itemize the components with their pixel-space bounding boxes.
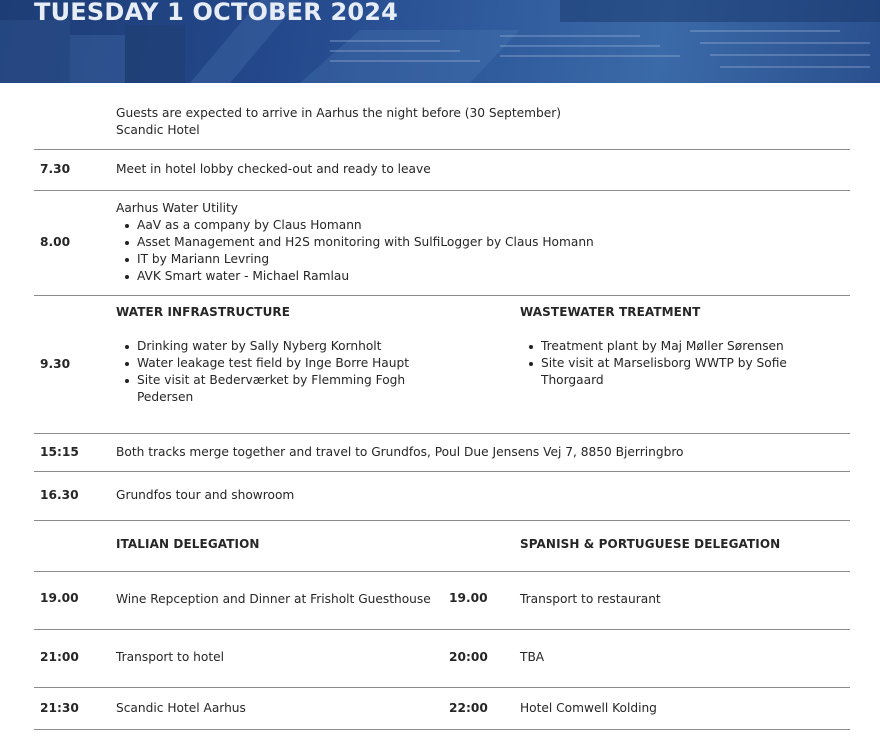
arrival-hotel: Scandic Hotel — [116, 123, 200, 137]
schedule-row-0730 — [34, 150, 850, 191]
row-time: 22:00 — [449, 701, 488, 715]
row-text: Transport to restaurant — [520, 592, 661, 606]
list-item: Site visit at Marselisborg WWTP by Sofie — [520, 355, 787, 372]
row-text: TBA — [520, 650, 545, 664]
schedule-row-0930 — [34, 296, 850, 434]
schedule-row-arrival — [34, 83, 850, 150]
row-time: 19.00 — [40, 591, 79, 605]
schedule-row-1515 — [34, 434, 850, 472]
list-item: Drinking water by Sally Nyberg Kornholt — [116, 338, 409, 355]
row-time: 9.30 — [40, 357, 71, 371]
row-time: 21:00 — [40, 650, 79, 664]
track-heading-wastewater-treatment: WASTEWATER TREATMENT — [520, 305, 701, 319]
header-banner — [0, 0, 880, 83]
evening-row — [34, 572, 850, 630]
evening-row — [34, 630, 850, 688]
row-time: 19.00 — [449, 591, 488, 605]
delegation-heading-italian: ITALIAN DELEGATION — [116, 537, 260, 551]
schedule-row-0800 — [34, 191, 850, 296]
bullet-list — [520, 338, 787, 389]
delegation-heading-spanish-portuguese: SPANISH & PORTUGUESE DELEGATION — [520, 537, 781, 551]
list-item: Treatment plant by Maj Møller Sørensen — [520, 338, 787, 355]
row-text: Hotel Comwell Kolding — [520, 701, 657, 715]
row-time: 16.30 — [40, 488, 79, 502]
row-text: Scandic Hotel Aarhus — [116, 701, 246, 715]
list-item: IT by Mariann Levring — [116, 251, 594, 268]
row-time: 15:15 — [40, 445, 79, 459]
row-text: Both tracks merge together and travel to Grundfos, Poul Due Jensens Vej 7, 8850 Bjerringbro — [116, 445, 684, 459]
arrival-note: Guests are expected to arrive in Aarhus the night before (30 September) — [116, 106, 561, 120]
row-text: Wine Repception and Dinner at Frisholt Guesthouse — [116, 592, 431, 606]
bullet-list — [116, 338, 409, 406]
row-text: Meet in hotel lobby checked-out and ready to leave — [116, 162, 431, 176]
page-title: TUESDAY 1 OCTOBER 2024 — [34, 0, 399, 26]
list-item: Site visit at Bederværket by Flemming Fogh — [116, 372, 409, 389]
row-time: 21:30 — [40, 701, 79, 715]
row-time: 8.00 — [40, 235, 71, 249]
bullet-list — [116, 217, 594, 285]
row-text: Grundfos tour and showroom — [116, 488, 295, 502]
track-heading-water-infrastructure: WATER INFRASTRUCTURE — [116, 305, 291, 319]
list-item: AVK Smart water - Michael Ramlau — [116, 268, 594, 285]
delegation-headings-row — [34, 521, 850, 572]
evening-row — [34, 688, 850, 730]
row-text: Transport to hotel — [116, 650, 225, 664]
list-item: Water leakage test field by Inge Borre Haupt — [116, 355, 409, 372]
row-time: 20:00 — [449, 650, 488, 664]
list-item: Asset Management and H2S monitoring with SulfiLogger by Claus Homann — [116, 234, 594, 251]
list-item-continuation: Pedersen — [137, 390, 194, 404]
row-title: Aarhus Water Utility — [116, 201, 239, 215]
schedule-row-1630 — [34, 472, 850, 521]
list-item: AaV as a company by Claus Homann — [116, 217, 594, 234]
list-item-continuation: Thorgaard — [541, 373, 604, 387]
row-time: 7.30 — [40, 162, 71, 176]
